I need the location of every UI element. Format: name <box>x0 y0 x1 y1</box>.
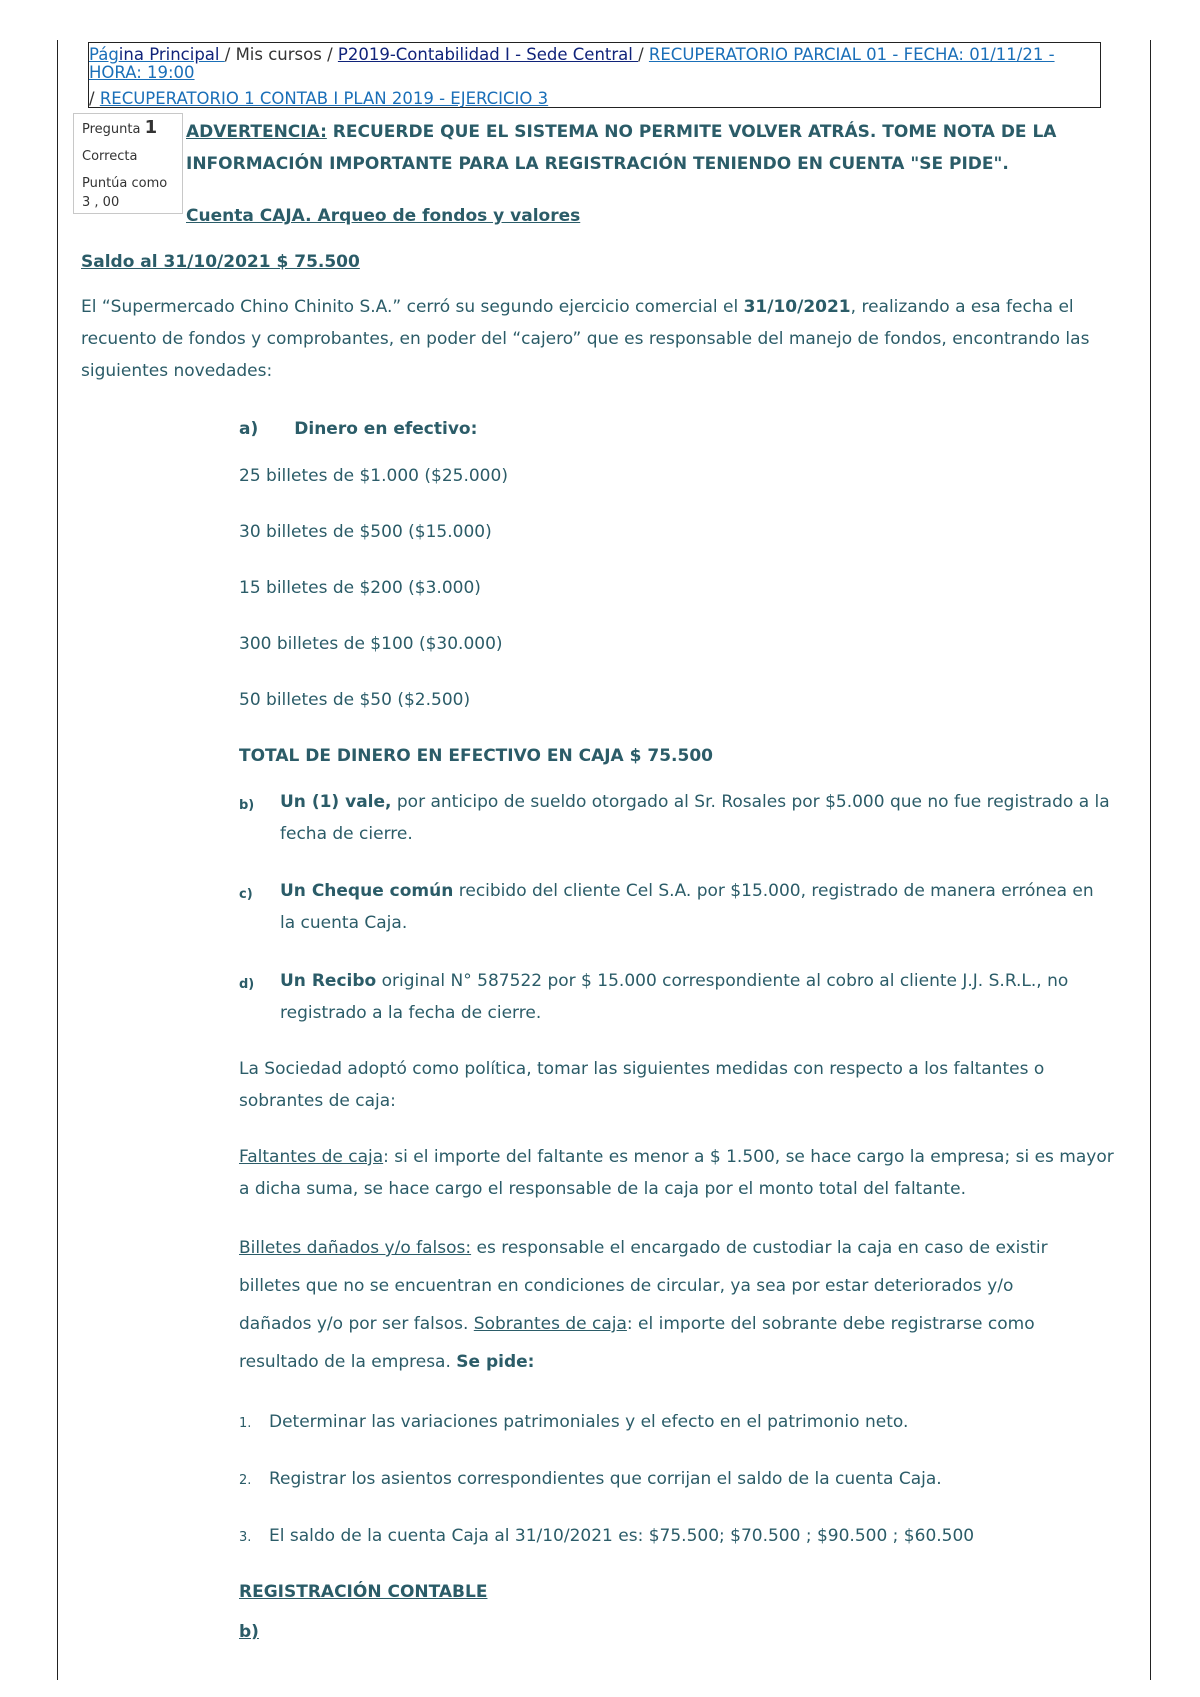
section-b-letter: b) <box>239 798 255 813</box>
breadcrumb-separator: / <box>327 45 338 64</box>
section-b-text: Un (1) vale, por anticipo de sueldo otorgado al Sr. Rosales por $5.000 que no fue registrado a la fecha de cierre. <box>280 792 1110 844</box>
question-status: Correcta <box>82 149 138 164</box>
breadcrumb <box>88 42 1101 108</box>
section-d-text: Un Recibo original N° 587522 por $ 15.000 correspondiente al cobro al cliente J.J. S.R.L., no registrado a la fecha de cierre. <box>280 971 1069 1023</box>
breadcrumb-separator: / <box>224 45 236 64</box>
section-c-text: Un Cheque común recibido del cliente Cel S.A. por $15.000, registrado de manera errónea en la cuenta Caja. <box>280 881 1094 933</box>
breadcrumb-my-courses: Mis cursos <box>235 45 328 64</box>
breadcrumb-separator: / <box>89 89 100 108</box>
question-label: Pregunta <box>82 122 141 137</box>
question-info-box <box>73 113 183 214</box>
question-score-value: 3 , 00 <box>82 195 120 210</box>
page-border-left <box>57 40 58 1680</box>
cash-item: 300 billetes de $100 ($30.000) <box>239 634 503 654</box>
faltantes-paragraph: Faltantes de caja: si el importe del faltante es menor a $ 1.500, se hace cargo la empresa; si es mayor a dicha suma, se hace cargo el responsable de la caja por el monto total del faltante. <box>239 1147 1114 1199</box>
task-number: 3. <box>239 1530 252 1545</box>
task-number: 1. <box>239 1416 252 1431</box>
question-number: 1 <box>144 117 158 138</box>
exercise-title: Cuenta CAJA. Arqueo de fondos y valores <box>186 206 581 226</box>
breadcrumb-exam-link[interactable]: RECUPERATORIO PARCIAL 01 - FECHA: 01/11/21 - HORA: 19:00 <box>89 45 1055 82</box>
cash-item: 25 billetes de $1.000 ($25.000) <box>239 466 508 486</box>
task-number: 2. <box>239 1473 252 1488</box>
intro-paragraph: El “Supermercado Chino Chinito S.A.” cerró su segundo ejercicio comercial el 31/10/2021, realizando a esa fecha el recuento de fondos y comprobantes, en poder del “cajero” que es responsable del manejo de fondos, encontrando las siguientes novedades: <box>81 297 1090 381</box>
warning-text: ADVERTENCIA: RECUERDE QUE EL SISTEMA NO PERMITE VOLVER ATRÁS. TOME NOTA DE LA INFORMACIÓN IMPORTANTE PARA LA REGISTRACIÓN TENIENDO EN CUENTA "SE PIDE". <box>186 122 1057 174</box>
cash-item: 30 billetes de $500 ($15.000) <box>239 522 492 542</box>
registracion-heading: REGISTRACIÓN CONTABLE <box>239 1582 488 1602</box>
task-text: El saldo de la cuenta Caja al 31/10/2021 es: $75.500; $70.500 ; $90.500 ; $60.500 <box>269 1526 975 1546</box>
task-text: Registrar los asientos correspondientes que corrijan el saldo de la cuenta Caja. <box>269 1469 942 1489</box>
policy-paragraph: La Sociedad adoptó como política, tomar las siguientes medidas con respecto a los faltantes o sobrantes de caja: <box>239 1059 1045 1111</box>
cash-item: 50 billetes de $50 ($2.500) <box>239 690 471 710</box>
task-text: Determinar las variaciones patrimoniales y el efecto en el patrimonio neto. <box>269 1412 909 1432</box>
saldo-heading: Saldo al 31/10/2021 $ 75.500 <box>81 252 360 272</box>
breadcrumb-exercise-link[interactable]: RECUPERATORIO 1 CONTAB I PLAN 2019 - EJERCICIO 3 <box>99 89 549 108</box>
cash-total: TOTAL DE DINERO EN EFECTIVO EN CAJA $ 75.500 <box>239 746 713 766</box>
breadcrumb-course-link[interactable]: P2019-Contabilidad I - Sede Central <box>337 45 639 64</box>
section-d-letter: d) <box>239 977 255 992</box>
section-c-letter: c) <box>239 887 253 902</box>
section-a-heading: a) Dinero en efectivo: <box>239 419 478 439</box>
breadcrumb-separator: / <box>638 45 649 64</box>
breadcrumb-home-link[interactable]: Página Principal <box>89 45 225 64</box>
page-border-right <box>1150 40 1151 1680</box>
registracion-b-heading: b) <box>239 1622 259 1642</box>
cash-item: 15 billetes de $200 ($3.000) <box>239 578 481 598</box>
question-score-label: Puntúa como <box>82 176 168 191</box>
billetes-paragraph: Billetes dañados y/o falsos: es responsable el encargado de custodiar la caja en caso de existir billetes que no se encuentran en condiciones de circular, ya sea por estar deteriorados y/o dañados y/o por ser falsos. Sobrantes de caja: el importe del sobrante debe registrarse como resultado de la empresa. Se pide: <box>239 1238 1048 1372</box>
